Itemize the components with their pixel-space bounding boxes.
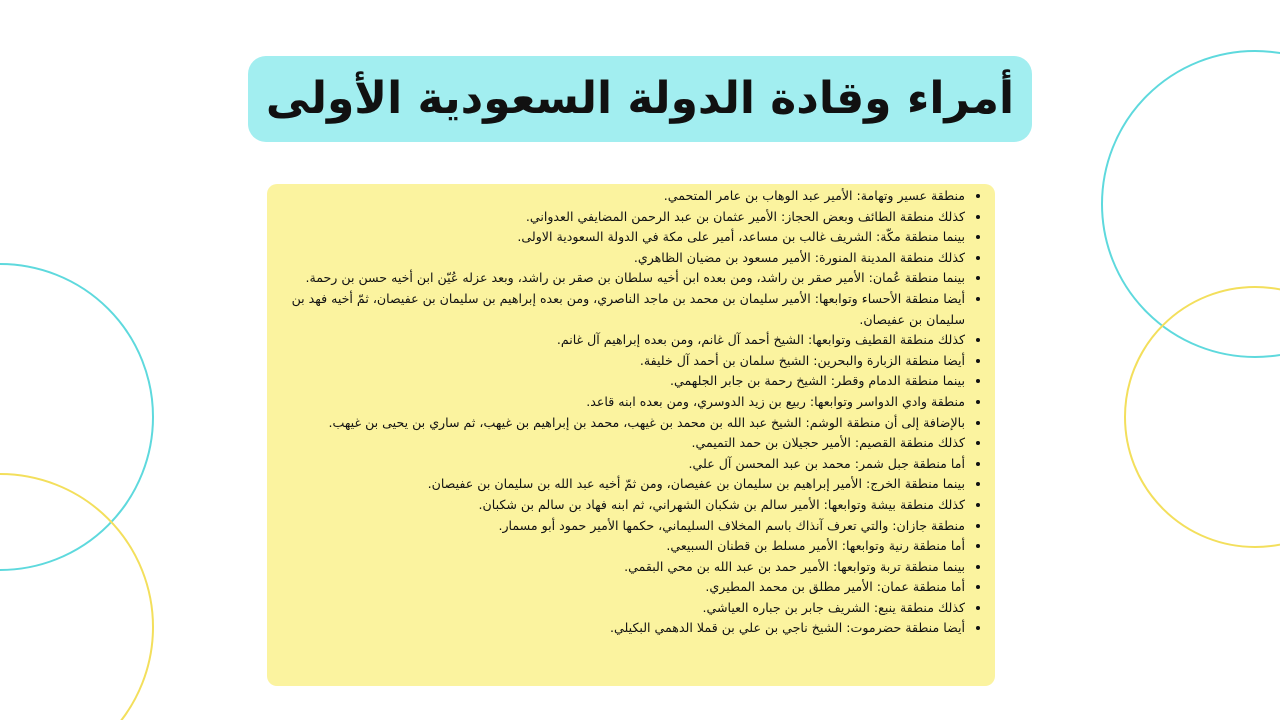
list-item: • منطقة عسير وتهامة: الأمير عبد الوهاب بن عامر المتحمي.: [271, 186, 965, 207]
list-item: • منطقة وادي الدواسر وتوابعها: ربيع بن زيد الدوسري، ومن بعده ابنه قاعد.: [271, 392, 965, 413]
list-item: • أيضا منطقة الزبارة والبحرين: الشيخ سلمان بن أحمد آل خليفة.: [271, 351, 965, 372]
list-item: • كذلك منطقة القطيف وتوابعها: الشيخ أحمد آل غانم، ومن بعده إبراهيم آل غانم.: [271, 330, 965, 351]
leaders-list: [271, 186, 985, 639]
list-item: • أما منطقة رنية وتوابعها: الأمير مسلط بن قطنان السبيعي.: [271, 536, 965, 557]
cyan-circle-right: [1102, 51, 1280, 357]
list-item: • كذلك منطقة بيشة وتوابعها: الأمير سالم بن شكبان الشهراني، ثم ابنه فهاد بن سالم بن شكبان.: [271, 495, 965, 516]
list-item: • بينما منطقة الدمام وقطر: الشيخ رحمة بن جابر الجلهمي.: [271, 371, 965, 392]
list-item: • أما منطقة عمان: الأمير مطلق بن محمد المطيري.: [271, 577, 965, 598]
list-item: • بينما منطقة الخرج: الأمير إبراهيم بن سليمان بن عفيصان، ومن ثمّ أخيه عبد الله بن سليمان بن عفيصان.: [271, 474, 965, 495]
list-item: • كذلك منطقة ينبع: الشريف جابر بن جباره العياشي.: [271, 598, 965, 619]
list-item: • أيضا منطقة الأحساء وتوابعها: الأمير سليمان بن محمد بن ماجد الناصري، ومن بعده إبراهيم بن سليمان بن عفيصان، ثمّ أخيه فهد بن سليمان بن عفيصان.: [271, 289, 965, 330]
list-item: • منطقة جازان: والتي تعرف آنذاك باسم المخلاف السليماني، حكمها الأمير حمود أبو مسمار.: [271, 516, 965, 537]
list-item: • كذلك منطقة المدينة المنورة: الأمير مسعود بن مضيان الظاهري.: [271, 248, 965, 269]
cyan-circle-left: [0, 264, 153, 570]
page-title: أمراء وقادة الدولة السعودية الأولى: [265, 73, 1015, 124]
list-item: • أما منطقة جبل شمر: محمد بن عبد المحسن آل علي.: [271, 454, 965, 475]
list-item: • كذلك منطقة الطائف وبعض الحجاز: الأمير عثمان بن عبد الرحمن المضايفي العدواني.: [271, 207, 965, 228]
title-banner: [248, 56, 1032, 142]
list-item: • بينما منطقة تربة وتوابعها: الأمير حمد بن عبد الله بن محي البقمي.: [271, 557, 965, 578]
list-item: • أيضا منطقة حضرموت: الشيخ ناجي بن علي بن قملا الدهمي البكيلي.: [271, 618, 965, 639]
content-panel: [267, 184, 995, 686]
yellow-circle-right: [1125, 287, 1280, 547]
list-item: • بالإضافة إلى أن منطقة الوشم: الشيخ عبد الله بن محمد بن غيهب، محمد بن إبراهيم بن غيهب، ثم ساري بن يحيى بن غيهب.: [271, 413, 965, 434]
list-item: • كذلك منطقة القصيم: الأمير حجيلان بن حمد التميمي.: [271, 433, 965, 454]
list-item: • بينما منطقة مكّة: الشريف غالب بن مساعد، أمير على مكة في الدولة السعودية الاولى.: [271, 227, 965, 248]
yellow-circle-left: [0, 474, 153, 720]
list-item: • بينما منطقة عُمان: الأمير صقر بن راشد، ومن بعده ابن أخيه سلطان بن صقر بن راشد، وبعد عزله عُيّن ابن أخيه حسن بن رحمة.: [271, 268, 965, 289]
